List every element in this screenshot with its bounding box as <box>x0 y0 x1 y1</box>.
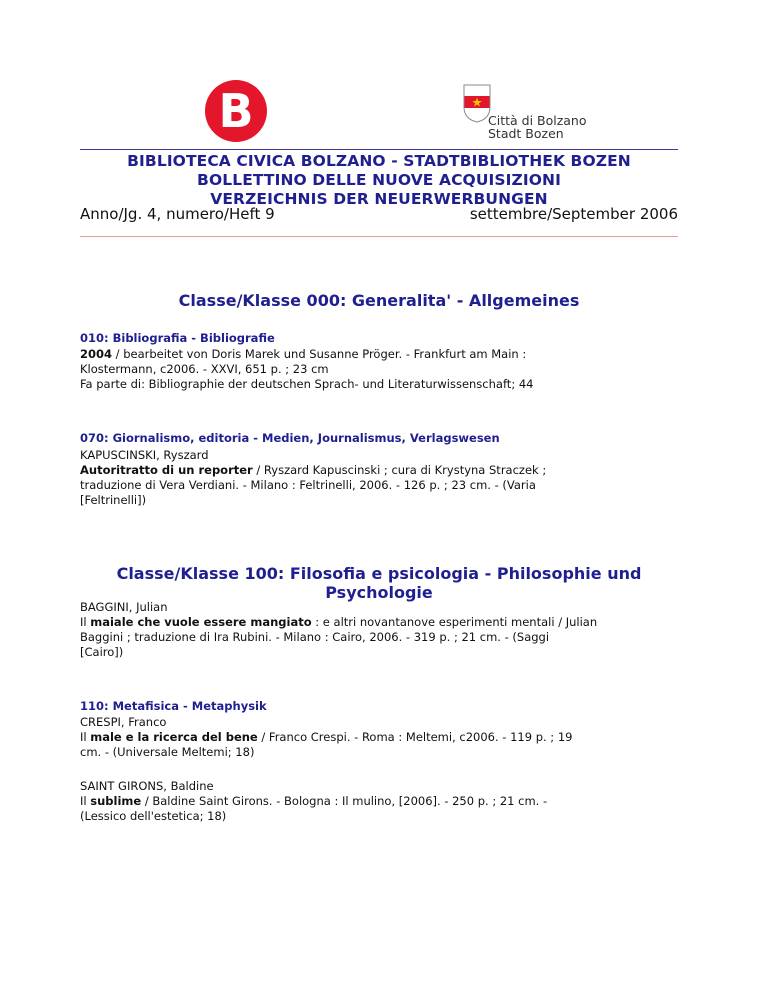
issue-number: Anno/Jg. 4, numero/Heft 9 <box>80 205 275 223</box>
class-title-100-line-2: Psychologie <box>325 583 433 602</box>
entry-title: maiale che vuole essere mangiato <box>90 615 312 629</box>
entry-author: BAGGINI, Julian <box>80 600 168 614</box>
entry-details: / Baldine Saint Girons. - Bologna : Il mulino, [2006]. - 250 p. ; 21 cm. - <box>141 794 548 808</box>
library-logo <box>205 80 267 142</box>
class-title-100-line-1: Classe/Klasse 100: Filosofia e psicologia - Philosophie und <box>116 564 642 583</box>
entry-title: male e la ricerca del bene <box>90 730 258 744</box>
header-rule <box>80 149 678 150</box>
entry-details-line-2: Klostermann, c2006. - XXVI, 651 p. ; 23 cm <box>80 362 329 376</box>
subsection-heading-010: 010: Bibliografia - Bibliografie <box>80 331 275 345</box>
city-name <box>488 114 587 140</box>
entry-series-note: Fa parte di: Bibliographie der deutschen Sprach- und Literaturwissenschaft; 44 <box>80 377 534 391</box>
entry-details-line-2: Baggini ; traduzione di Ira Rubini. - Milano : Cairo, 2006. - 319 p. ; 21 cm. - (Saggi <box>80 630 550 644</box>
subsection-heading-110: 110: Metafisica - Metaphysik <box>80 699 267 713</box>
city-line-italian: Città di Bolzano <box>488 113 587 128</box>
entry-details-line-3: [Feltrinelli]) <box>80 493 147 507</box>
catalog-entry <box>80 448 670 508</box>
entry-details: / Ryszard Kapuscinski ; cura di Krystyna Straczek ; <box>252 463 547 477</box>
issue-row <box>80 205 678 223</box>
entry-details-line-2: (Lessico dell'estetica; 18) <box>80 809 227 823</box>
entry-author: KAPUSCINSKI, Ryszard <box>80 448 209 462</box>
catalog-entry <box>80 779 670 824</box>
entry-title: Autoritratto di un reporter <box>80 463 253 477</box>
header-line-1: BIBLIOTECA CIVICA BOLZANO - STADTBIBLIOTHEK BOZEN <box>127 152 631 170</box>
entry-author: CRESPI, Franco <box>80 715 167 729</box>
issue-date: settembre/September 2006 <box>469 205 678 223</box>
entry-article: Il <box>80 730 91 744</box>
entry-title: sublime <box>90 794 142 808</box>
class-title-000: Classe/Klasse 000: Generalita' - Allgemeines <box>178 291 580 310</box>
entry-details-line-2: traduzione di Vera Verdiani. - Milano : Feltrinelli, 2006. - 126 p. ; 23 cm. - (Varia <box>80 478 536 492</box>
entry-author: SAINT GIRONS, Baldine <box>80 779 214 793</box>
svg-text:B: B <box>218 84 254 138</box>
entry-details-line-3: [Cairo]) <box>80 645 124 659</box>
entry-details: : e altri novantanove esperimenti mentali / Julian <box>311 615 598 629</box>
header <box>80 152 678 209</box>
header-line-3: VERZEICHNIS DER NEUERWERBUNGEN <box>210 190 548 208</box>
entry-details-line-2: cm. - (Universale Meltemi; 18) <box>80 745 255 759</box>
catalog-entry <box>80 715 670 760</box>
entry-details: / bearbeitet von Doris Marek und Susanne Pröger. - Frankfurt am Main : <box>112 347 527 361</box>
entry-title: 2004 <box>80 347 113 361</box>
subsection-heading-070: 070: Giornalismo, editoria - Medien, Journalismus, Verlagswesen <box>80 431 500 445</box>
catalog-entry <box>80 347 670 392</box>
entry-article: Il <box>80 794 91 808</box>
header-line-2: BOLLETTINO DELLE NUOVE ACQUISIZIONI <box>197 171 561 189</box>
catalog-entry <box>80 600 670 660</box>
entry-article: Il <box>80 615 91 629</box>
header-divider <box>80 236 678 237</box>
class-title-100 <box>80 564 678 602</box>
city-line-german: Stadt Bozen <box>488 126 564 141</box>
entry-details: / Franco Crespi. - Roma : Meltemi, c2006. - 119 p. ; 19 <box>257 730 573 744</box>
